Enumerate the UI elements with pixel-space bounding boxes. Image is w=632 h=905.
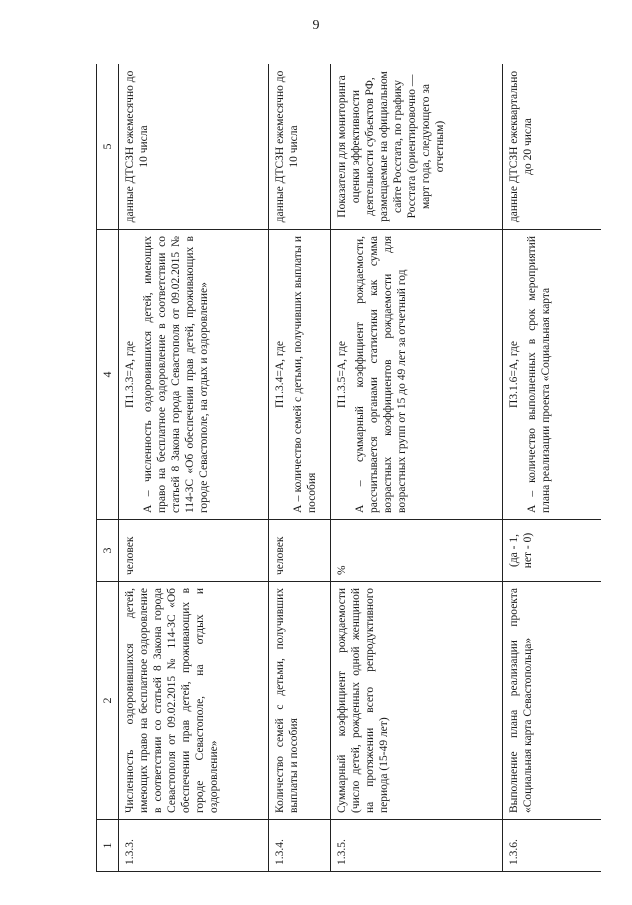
formula-description: А – суммарный коэффициент рождаемости, рассчитывается органами статистики как сумма возрастных коэффициентов рождаемости для возрастных групп от 15 до 49 лет за отчетный год xyxy=(354,236,409,513)
formula-cell xyxy=(331,230,503,520)
table-row xyxy=(269,64,331,872)
formula-cell xyxy=(503,230,602,520)
formula: П1.3.3=А, где xyxy=(124,341,136,408)
table-viewport xyxy=(96,64,601,872)
formula-description: А – количество семей с детьми, получивших выплаты и пособия xyxy=(292,236,319,513)
formula-cell xyxy=(119,230,269,520)
rotated-table-container xyxy=(96,64,601,872)
header-col-4: 4 xyxy=(97,230,119,520)
unit: % xyxy=(331,520,503,582)
header-col-5: 5 xyxy=(97,64,119,230)
formula-cell xyxy=(269,230,331,520)
table-row xyxy=(331,64,503,872)
row-number: 1.3.3. xyxy=(119,820,269,872)
data-source: данные ДТСЗН ежемесячно до 10 числа xyxy=(269,64,331,230)
data-source: Показатели для мониторинга оценки эффективности деятельности субъектов РФ, размещаемые на официальном сайте Росстата, по графику Росстата (ориентировочно — март года, следующего за отчетным) xyxy=(331,64,503,230)
unit: (да - 1, нет - 0) xyxy=(503,520,602,582)
indicator-name: Выполнение плана реализации проекта «Социальная карта Севастопольца» xyxy=(503,582,602,820)
table-header-row xyxy=(97,64,119,872)
indicator-name: Количество семей с детьми, получивших выплаты и пособия xyxy=(269,582,331,820)
indicators-table xyxy=(96,64,601,872)
unit: человек xyxy=(119,520,269,582)
row-number: 1.3.6. xyxy=(503,820,602,872)
indicator-name: Численность оздоровившихся детей, имеющих право на бесплатное оздоровление в соответствии со статьей 8 Закона города Севастополя от 09.02.2015 № 114-ЗС «Об обеспечении прав детей, проживающих в городе Севастополе, на отдых и оздоровление» xyxy=(119,582,269,820)
data-source: данные ДТСЗН ежеквартально до 20 числа xyxy=(503,64,602,230)
formula-description: А – численность оздоровившихся детей, имеющих право на бесплатное оздоровление в соответствии со статьей 8 Закона города Севастополя от 09.02.2015 № 114-ЗС «Об обеспечении прав детей, проживающих в городе Севастополе, на отдых и оздоровление» xyxy=(142,236,211,513)
row-number: 1.3.5. xyxy=(331,820,503,872)
formula: П1.3.4=А, где xyxy=(274,341,286,408)
row-number: 1.3.4. xyxy=(269,820,331,872)
header-col-2: 2 xyxy=(97,582,119,820)
header-col-1: 1 xyxy=(97,820,119,872)
data-source: данные ДТСЗН ежемесячно до 10 числа xyxy=(119,64,269,230)
page-number: 9 xyxy=(312,18,320,33)
formula: П3.1.6=А, где xyxy=(508,341,520,408)
unit: человек xyxy=(269,520,331,582)
header-col-3: 3 xyxy=(97,520,119,582)
formula: П1.3.5=А, где xyxy=(336,341,348,408)
table-row xyxy=(119,64,269,872)
table-row xyxy=(503,64,602,872)
indicator-name: Суммарный коэффициент рождаемости (число детей, рожденных одной женщиной на протяжении всего репродуктивного периода (15-49 лет) xyxy=(331,582,503,820)
formula-description: А – количество выполненных в срок мероприятий плана реализации проекта «Социальная карта xyxy=(526,236,553,513)
